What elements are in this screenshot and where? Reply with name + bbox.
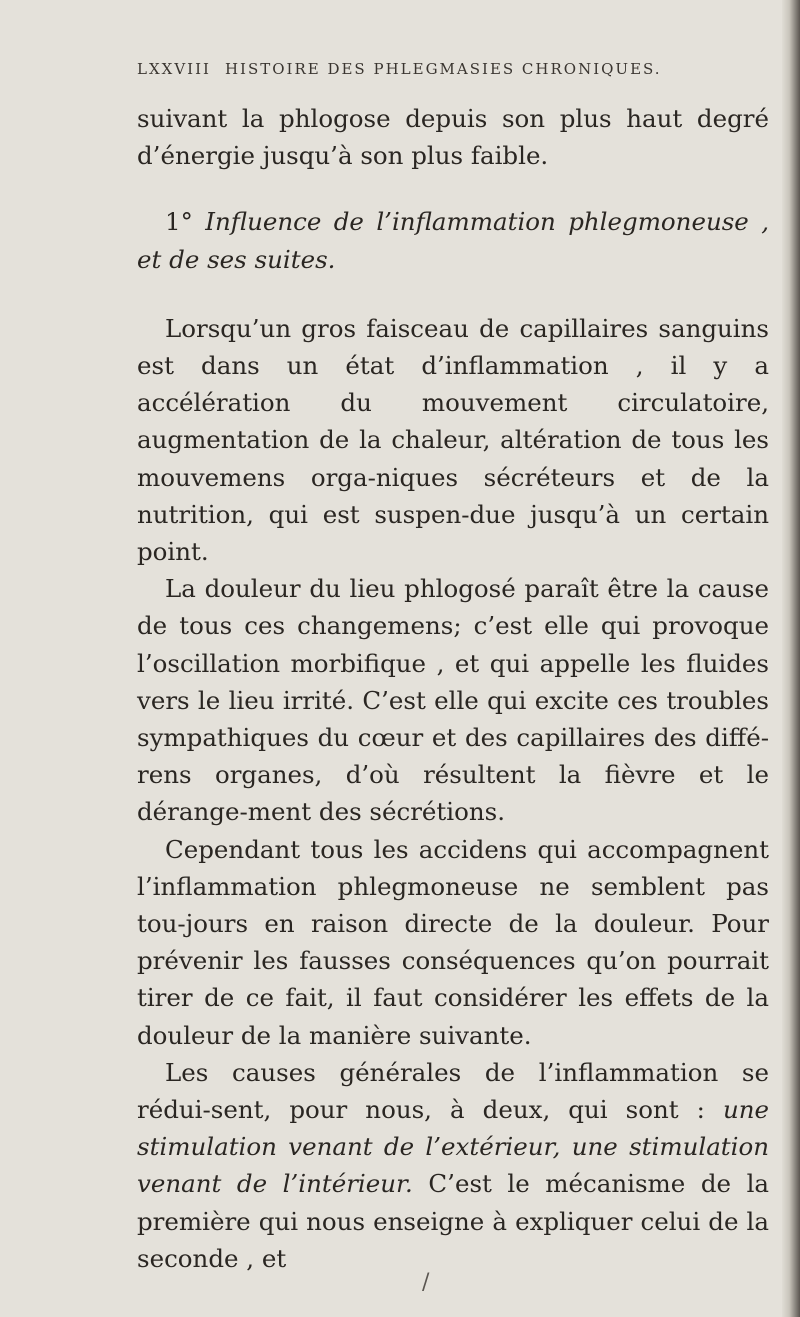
text-block: [137, 100, 769, 1277]
running-title: HISTOIRE DES PHLEGMASIES CHRONIQUES.: [224, 60, 662, 78]
paragraph-2: La douleur du lieu phlogosé paraît être la cause de tous ces changemens; c’est elle qui provoque l’oscillation morbifique , et qui appelle les fluides vers le lieu irrité. C’est elle qui excite ces troubles sympathiques du cœur et des capillaires des diffé-rens organes, d’où résultent la fièvre et le dérange-ment des sécrétions.: [137, 574, 769, 827]
section-title: Influence de l’inflammation phlegmoneuse , et de ses suites.: [137, 207, 769, 274]
paragraph-4-tail: C’est le mécanisme de la première qui nous enseigne à expliquer celui de la seconde , et: [137, 1169, 770, 1273]
paragraph-3: Cependant tous les accidens qui accompagnent l’inflammation phlegmoneuse ne semblent pas tou-jours en raison directe de la douleur. Pour prévenir les fausses conséquences qu’on pourrait tirer de ce fait, il faut considérer les effets de la douleur de la manière suivante.: [137, 834, 769, 1050]
paragraph-4: [137, 1054, 769, 1277]
paragraph-4-lead: Les causes générales de l’inflammation se rédui-sent, pour nous, à deux, qui sont :: [137, 1057, 769, 1125]
intro-paragraph: suivant la phlogose depuis son plus haut degré d’énergie jusqu’à son plus faible.: [137, 104, 769, 171]
paragraph-4-italic-interior: une stimulation venant de l’intérieur.: [137, 1132, 770, 1199]
section-heading: [137, 203, 769, 277]
running-head: [137, 60, 662, 78]
page-number: LXXVIII: [137, 60, 211, 78]
page-edge-shadow: [782, 0, 800, 1317]
paragraph-1: Lorsqu’un gros faisceau de capillaires sanguins est dans un état d’inflammation , il y a accélération du mouvement circulatoire, augmentation de la chaleur, altération de tous les mouvemens orga-niques sécréteurs et de la nutrition, qui est suspen-due jusqu’à un certain point.: [137, 313, 769, 567]
section-number: 1°: [165, 207, 193, 237]
stray-mark: /: [422, 1270, 430, 1295]
paragraph-4-italic-exterior: une stimulation venant de l’extérieur,: [137, 1095, 769, 1162]
